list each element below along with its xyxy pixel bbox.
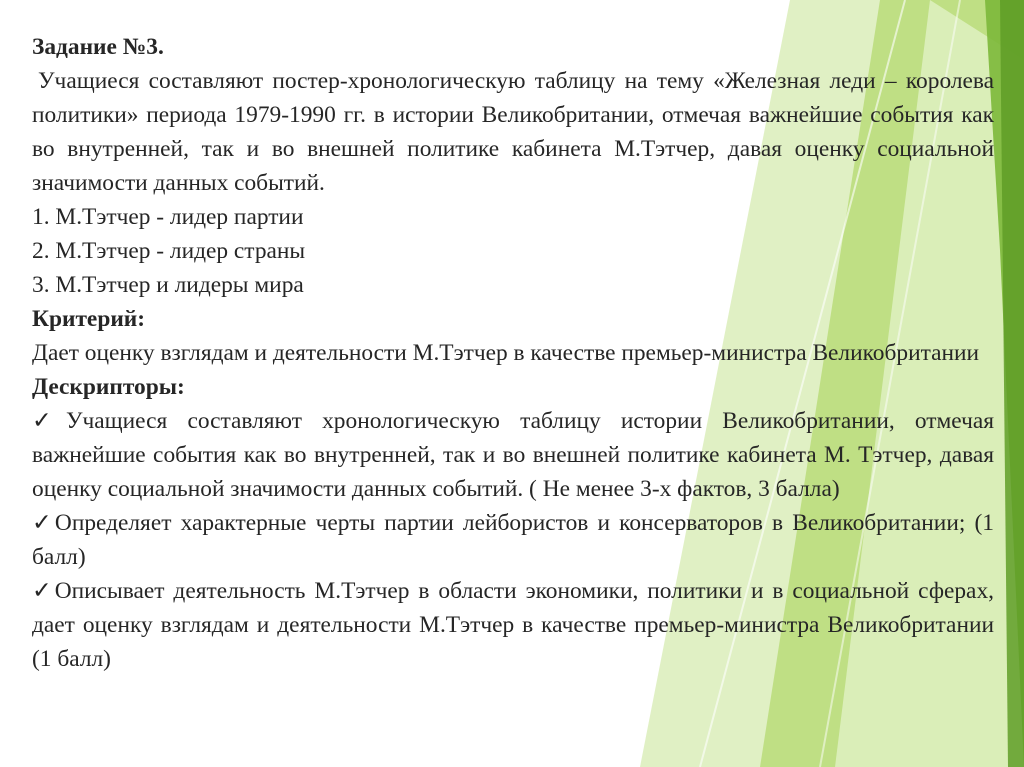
slide-content: [32, 30, 994, 676]
descriptor-item-2: [32, 506, 994, 574]
descriptor-text-3: Описывает деятельность М.Тэтчер в области экономики, политики и в социальной сферах, дает оценку взглядам и деятельности М.Тэтчер в качестве премьер-министра Великобритании (1 балл): [32, 578, 994, 672]
criterion-heading: Критерий:: [32, 306, 146, 332]
criterion-text: Дает оценку взглядам и деятельности М.Тэтчер в качестве премьер-министра Великобритании: [32, 340, 980, 366]
checkmark-icon: ✓: [32, 578, 55, 604]
descriptor-text-1: Учащиеся составляют хронологическую таблицу истории Великобритании, отмечая важнейшие события как во внутренней, так и во внешней политике кабинета М. Тэтчер, давая оценку социальной значимости данных событий. ( Не менее 3-х фактов, 3 балла): [32, 408, 995, 502]
task-intro: Учащиеся составляют постер-хронологическую таблицу на тему «Железная леди – королева политики» периода 1979-1990 гг. в истории Великобритании, отмечая важнейшие события как во внутренней, так и во внешней политике кабинета М.Тэтчер, давая оценку социальной значимости данных событий.: [32, 68, 994, 196]
checkmark-icon: ✓: [32, 510, 55, 536]
descriptor-item-1: [32, 404, 994, 506]
list-item-1: 1. М.Тэтчер - лидер партии: [32, 204, 304, 230]
checkmark-icon: ✓: [32, 408, 66, 434]
descriptor-text-2: Определяет характерные черты партии лейбористов и консерваторов в Великобритании; (1 балл): [32, 510, 994, 570]
list-item-3: 3. М.Тэтчер и лидеры мира: [32, 272, 304, 298]
task-title: Задание №3.: [32, 34, 164, 60]
list-item-2: 2. М.Тэтчер - лидер страны: [32, 238, 306, 264]
descriptor-item-3: [32, 574, 994, 676]
descriptors-heading: Дескрипторы:: [32, 374, 185, 400]
